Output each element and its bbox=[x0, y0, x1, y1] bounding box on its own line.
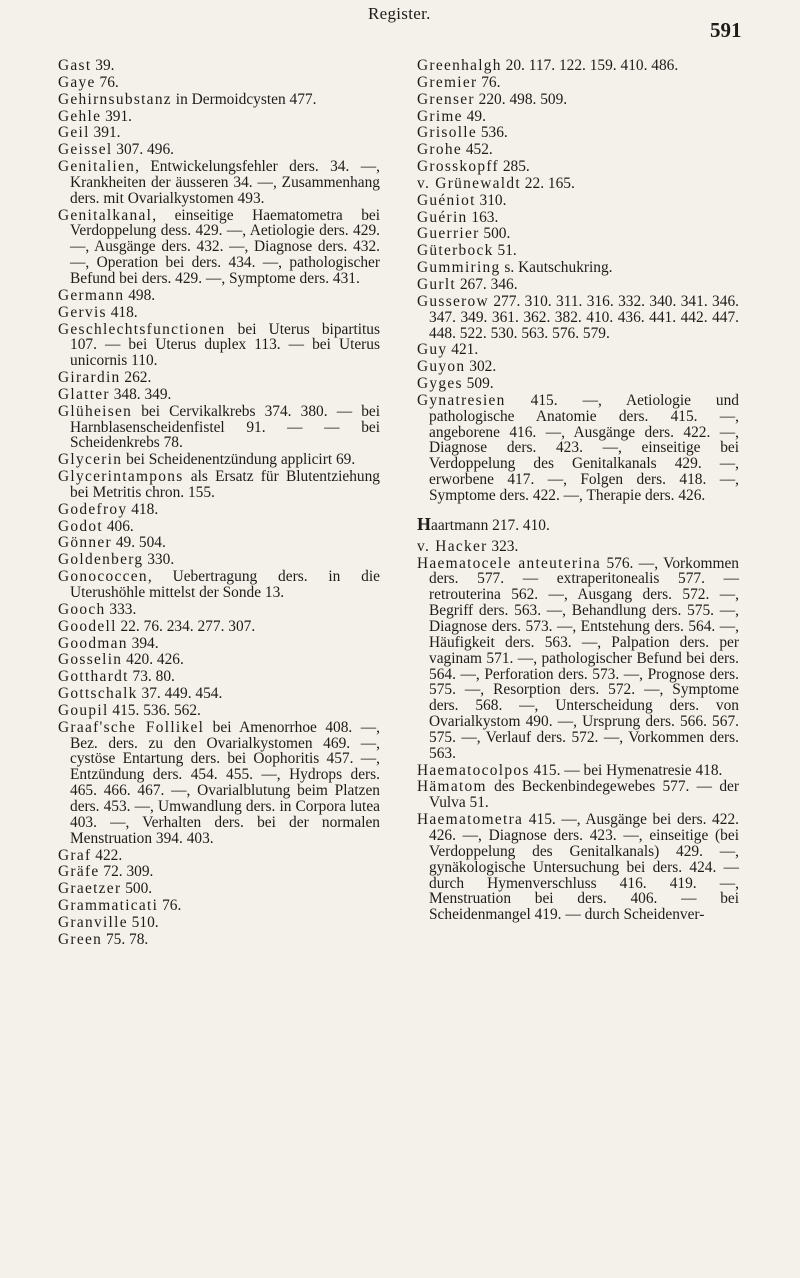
index-entry-text: 76. bbox=[158, 897, 182, 915]
index-entry-name: Gurlt bbox=[417, 275, 456, 293]
index-entry bbox=[417, 75, 739, 91]
index-entry bbox=[417, 226, 739, 242]
index-entry-text: 536. bbox=[476, 124, 508, 142]
index-entry-name: Goldenberg bbox=[58, 551, 144, 569]
index-entry bbox=[58, 535, 380, 551]
index-entry bbox=[58, 142, 380, 158]
index-entry-name: Germann bbox=[58, 286, 125, 304]
index-entry-name: Guérin bbox=[417, 208, 468, 226]
index-entry bbox=[58, 619, 380, 635]
index-entry-name: Gusserow bbox=[417, 292, 489, 310]
index-entry-text: 220. 498. 509. bbox=[474, 90, 568, 108]
index-entry-name: v. Hacker bbox=[417, 537, 488, 555]
index-entry-name: Glatter bbox=[58, 385, 110, 403]
index-entry bbox=[417, 359, 739, 375]
index-entry bbox=[58, 519, 380, 535]
index-entry-text: 20. 117. 122. 159. 410. 486. bbox=[501, 57, 679, 74]
index-entry bbox=[58, 159, 380, 207]
index-entry-text: 72. 309. bbox=[99, 863, 154, 881]
index-entry bbox=[58, 932, 380, 948]
index-entry-text: als Ersatz für Blutentziehung bei Metritis chron. 155. bbox=[70, 468, 380, 501]
index-entry-text: 323. bbox=[487, 537, 519, 555]
index-entry bbox=[58, 602, 380, 618]
index-entry-text: 76. bbox=[477, 73, 501, 91]
index-entry-name: Gaye bbox=[58, 73, 96, 91]
index-entry-text: 267. 346. bbox=[456, 275, 518, 293]
index-entry bbox=[58, 109, 380, 125]
index-entry bbox=[417, 294, 739, 342]
index-entry bbox=[58, 452, 380, 468]
index-entry bbox=[417, 193, 739, 209]
index-entry-text: 262. bbox=[120, 369, 152, 387]
index-entry bbox=[417, 176, 739, 192]
index-entry bbox=[58, 686, 380, 702]
index-entry bbox=[58, 864, 380, 880]
index-entry-text: 37. 449. 454. bbox=[137, 685, 223, 703]
index-entry-name: Gyges bbox=[417, 375, 463, 393]
index-entry bbox=[58, 404, 380, 452]
index-entry-name: Güterbock bbox=[417, 242, 494, 260]
index-entry bbox=[417, 539, 739, 555]
index-entry bbox=[58, 552, 380, 568]
index-entry-text: 406. bbox=[102, 517, 134, 535]
index-entry-text: 500. bbox=[479, 225, 511, 243]
index-entry-text: , einseitige Haematometra bei Verdoppelung dess. 429. —, Aetiologie ders. 429. —, Ausgänge ders. 432. —, Diagnose ders. 432. —, Operation bei ders. 434. —, pathologischer Befund bei ders. 429. —, Symptome ders. 431. bbox=[70, 206, 380, 287]
index-entry-name: Gosselin bbox=[58, 651, 123, 669]
index-entry-text: 415. — bei Hymenatresie 418. bbox=[529, 761, 723, 779]
index-entry-text: s. Kautschukring. bbox=[500, 259, 613, 277]
section-letter: H bbox=[417, 513, 432, 534]
index-entry bbox=[58, 652, 380, 668]
index-entry bbox=[417, 58, 739, 74]
index-entry-text: 415. —, Aetiologie und pathologische Anatomie ders. 415. —, angeborene 416. —, Ausgänge ders. 422. —, Diagnose ders. 423. —, einseitige bei Verdoppelung des Genitalkanals 429. —, erworbene 417. —, Folgen ders. 418. —, Symptome ders. 422. —, Therapie ders. 426. bbox=[429, 391, 739, 504]
index-entry-text: 576. —, Vorkommen ders. 577. — extraperitonealis 577. — retrouterina 562. —, Ausgang ders. 572. —, Begriff ders. 563. —, Behandlung ders. 575. —, Diagnose ders. 573. —, Entstehung ders. 564. —, Häufigkeit ders. 563. —, Palpation ders. per vaginam 571. —, pathologischer Befund bei ders. 564. —, Perforation ders. 573. —, Prognose ders. 575. —, Resorption ders. 572. —, Symptome ders. 568. —, Unterscheidung ders. von Ovarialkystom 490. —, Ursprung ders. 566. 567. 575. —, Verlauf ders. 572. —, Vorkommen ders. 563. bbox=[429, 554, 739, 762]
index-entry bbox=[417, 260, 739, 276]
index-entry-name: Graf bbox=[58, 846, 92, 864]
index-entry bbox=[417, 142, 739, 158]
index-entry-name: Guyon bbox=[417, 358, 466, 376]
index-entry-name: Haematocolpos bbox=[417, 761, 530, 779]
index-entry-name: Geil bbox=[58, 124, 90, 142]
index-entry bbox=[417, 125, 739, 141]
index-entry-name: Gast bbox=[58, 57, 92, 74]
index-entry bbox=[58, 881, 380, 897]
index-entry-name: Gehirnsubstanz bbox=[58, 90, 172, 108]
index-entry bbox=[417, 342, 739, 358]
index-entry bbox=[417, 159, 739, 175]
index-entry-text: 394. bbox=[127, 634, 159, 652]
running-title: Register. bbox=[368, 4, 431, 23]
index-entry-text: 391. bbox=[89, 124, 121, 142]
index-entry-name: Goupil bbox=[58, 701, 109, 719]
index-entry-name: Guerrier bbox=[417, 225, 480, 243]
index-entry-text: 418. bbox=[106, 303, 138, 321]
index-entry-text: 302. bbox=[465, 358, 497, 376]
index-entry bbox=[58, 915, 380, 931]
index-entry-text: 310. bbox=[475, 191, 507, 209]
index-entry bbox=[58, 898, 380, 914]
index-entry-name: Grohe bbox=[417, 141, 462, 159]
index-entry-name: Green bbox=[58, 930, 103, 948]
index-entry bbox=[58, 125, 380, 141]
index-entry-text: 391. bbox=[101, 107, 133, 125]
index-entry bbox=[58, 569, 380, 601]
index-entry bbox=[58, 720, 380, 847]
index-entry-text: 348. 349. bbox=[109, 385, 172, 403]
index-entry-name: Gräfe bbox=[58, 863, 100, 881]
index-entry-name: Gooch bbox=[58, 600, 106, 618]
index-entry-text: bei Amenorrhoe 408. —, Bez. ders. zu den Ovarialkystomen 469. —, cystöse Entartung ders. bei Oophoritis 457. —, Entzündung ders. 454. 455. —, Hydrops ders. 465. 466. 467. —, Ovarialblutung beim Platzen ders. 453. —, Umwandlung ders. in Corpora lutea 403. —, Verhalten ders. bei der normalen Menstruation 394. 403. bbox=[70, 718, 380, 847]
index-entry-name: Greenhalgh bbox=[417, 57, 502, 74]
index-entry-text: 49. 504. bbox=[111, 534, 166, 552]
index-entry-name: Gönner bbox=[58, 534, 112, 552]
index-entry-text: 307. 496. bbox=[112, 141, 174, 159]
index-entry-text: 498. bbox=[124, 286, 156, 304]
index-entry-name: Haematometra bbox=[417, 811, 524, 829]
index-entry-name: Gotthardt bbox=[58, 668, 129, 686]
index-entry bbox=[417, 556, 739, 762]
index-entry-name: Gonococcen bbox=[58, 568, 148, 586]
index-entry bbox=[58, 703, 380, 719]
index-entry bbox=[58, 322, 380, 370]
index-entry-text: 415. 536. 562. bbox=[108, 701, 201, 719]
section-letter-h bbox=[417, 514, 739, 536]
index-entry-text: 163. bbox=[467, 208, 499, 226]
index-entry-name: Godefroy bbox=[58, 500, 128, 518]
index-entry-text: 76. bbox=[95, 73, 119, 91]
index-entry-name: Goodman bbox=[58, 634, 128, 652]
index-entry-text: 418. bbox=[127, 500, 159, 518]
index-entry bbox=[58, 469, 380, 501]
index-entry bbox=[417, 92, 739, 108]
index-entry-text: , Uebertragung ders. in die Uterushöhle mittelst der Sonde 13. bbox=[70, 568, 380, 601]
section-first-entry: aartmann 217. 410. bbox=[431, 516, 550, 534]
index-entry-name: Genitalkanal bbox=[58, 206, 153, 224]
index-entry-name: Glycerintampons bbox=[58, 468, 184, 486]
index-entry-text: , Entwickelungsfehler ders. 34. —, Krankheiten der äusseren 34. —, Zusammenhang ders. mit Ovarialkystomen 493. bbox=[70, 158, 380, 207]
index-entry-name: Graetzer bbox=[58, 880, 122, 898]
index-entry-text: 500. bbox=[121, 880, 153, 898]
index-entry bbox=[417, 376, 739, 392]
index-entry-text: 277. 310. 311. 316. 332. 340. 341. 346. 347. 349. 361. 362. 382. 410. 436. 441. 442. 447. 448. 522. 530. 563. 576. 579. bbox=[429, 292, 739, 342]
index-entry bbox=[58, 502, 380, 518]
index-entry-name: Godot bbox=[58, 517, 103, 535]
index-entry bbox=[58, 58, 380, 74]
index-entry-text: 422. bbox=[91, 846, 123, 864]
page-number: 591 bbox=[710, 18, 742, 42]
index-entry-text: 333. bbox=[105, 600, 137, 618]
index-entry bbox=[417, 243, 739, 259]
index-entry-text: 509. bbox=[462, 375, 494, 393]
index-entry-name: Gummiring bbox=[417, 259, 501, 277]
index-column-left bbox=[58, 58, 380, 949]
index-entry-text: in Dermoidcysten 477. bbox=[171, 90, 317, 108]
index-entry-text: 420. 426. bbox=[122, 651, 184, 669]
index-entry-text: 49. bbox=[462, 107, 486, 125]
index-entry-name: Grisolle bbox=[417, 124, 477, 142]
index-entry bbox=[58, 92, 380, 108]
index-entry-text: 452. bbox=[461, 141, 493, 159]
index-entry-name: Guéniot bbox=[417, 191, 476, 209]
index-entry bbox=[58, 636, 380, 652]
index-entry-name: Hämatom bbox=[417, 778, 487, 796]
index-entry-text: 39. bbox=[91, 57, 115, 74]
index-entry-name: Genitalien bbox=[58, 158, 136, 176]
index-entry bbox=[58, 387, 380, 403]
index-entry-name: Gynatresien bbox=[417, 391, 506, 409]
index-entry-text: 510. bbox=[127, 913, 159, 931]
index-entry-name: Grenser bbox=[417, 90, 475, 108]
page-header bbox=[0, 0, 800, 42]
index-entry-name: Girardin bbox=[58, 369, 121, 387]
index-entry bbox=[58, 288, 380, 304]
index-entry bbox=[417, 109, 739, 125]
index-entry bbox=[58, 208, 380, 287]
index-entry-name: Glüheisen bbox=[58, 402, 133, 420]
index-entry-name: Geschlechtsfunctionen bbox=[58, 320, 226, 338]
index-entry-text: 22. 165. bbox=[520, 174, 575, 192]
index-entry bbox=[58, 75, 380, 91]
index-entry bbox=[417, 277, 739, 293]
index-entry-text: 421. bbox=[447, 341, 479, 359]
index-entry bbox=[417, 210, 739, 226]
index-entry-name: Gervis bbox=[58, 303, 107, 321]
index-entry-text: 22. 76. 234. 277. 307. bbox=[116, 617, 256, 635]
index-column-right bbox=[417, 58, 739, 924]
index-entry-name: Gremier bbox=[417, 73, 478, 91]
index-entry-text: 73. 80. bbox=[128, 668, 175, 686]
index-entry-name: Grime bbox=[417, 107, 463, 125]
index-entry-name: Haematocele anteuterina bbox=[417, 554, 602, 572]
index-entry bbox=[58, 669, 380, 685]
index-entry bbox=[417, 763, 739, 779]
index-entry bbox=[58, 305, 380, 321]
index-entry bbox=[417, 779, 739, 811]
index-entry-name: Gottschalk bbox=[58, 685, 138, 703]
index-entry-text: des Beckenbindegewebes 577. — der Vulva 51. bbox=[429, 778, 739, 812]
index-entry-text: 415. —, Ausgänge bei ders. 422. 426. —, Diagnose ders. 423. —, einseitige (bei Verdoppelung des Genitalkanals) 429. —, gynäkologische Untersuchung bei ders. 424. — durch Hymenverschluss 416. 419. —, Menstruation bei ders. 406. — bei Scheidenmangel 419. — durch Scheidenver- bbox=[429, 811, 739, 924]
index-entry-text: bei Cervikalkrebs 374. 380. — bei Harnblasenscheidenfistel 91. — — bei Scheidenkrebs 78. bbox=[70, 402, 380, 452]
index-entry-text: 285. bbox=[498, 158, 530, 176]
index-entry-name: Grammaticati bbox=[58, 897, 159, 915]
index-entry-name: Graaf'sche Follikel bbox=[58, 718, 205, 736]
index-entry-text: bei Uterus bipartitus 107. — bei Uterus duplex 113. — bei Uterus unicornis 110. bbox=[70, 320, 380, 370]
index-entry-text: 75. 78. bbox=[102, 930, 149, 948]
index-entry-name: Grosskopff bbox=[417, 158, 499, 176]
index-entry-name: Goodell bbox=[58, 617, 117, 635]
index-entry bbox=[58, 370, 380, 386]
index-entry-name: Granville bbox=[58, 913, 128, 931]
index-entry-name: Gehle bbox=[58, 107, 102, 125]
index-entry-name: Glycerin bbox=[58, 451, 123, 469]
index-entry bbox=[417, 393, 739, 504]
index-entry bbox=[417, 812, 739, 923]
index-entry-name: v. Grünewaldt bbox=[417, 174, 521, 192]
index-entry-text: 51. bbox=[493, 242, 517, 260]
index-entry-name: Geissel bbox=[58, 141, 113, 159]
index-entry-text: bei Scheidenentzündung applicirt 69. bbox=[122, 451, 356, 469]
index-entry bbox=[58, 848, 380, 864]
index-entry-name: Guy bbox=[417, 341, 448, 359]
index-entry-text: 330. bbox=[143, 551, 175, 569]
